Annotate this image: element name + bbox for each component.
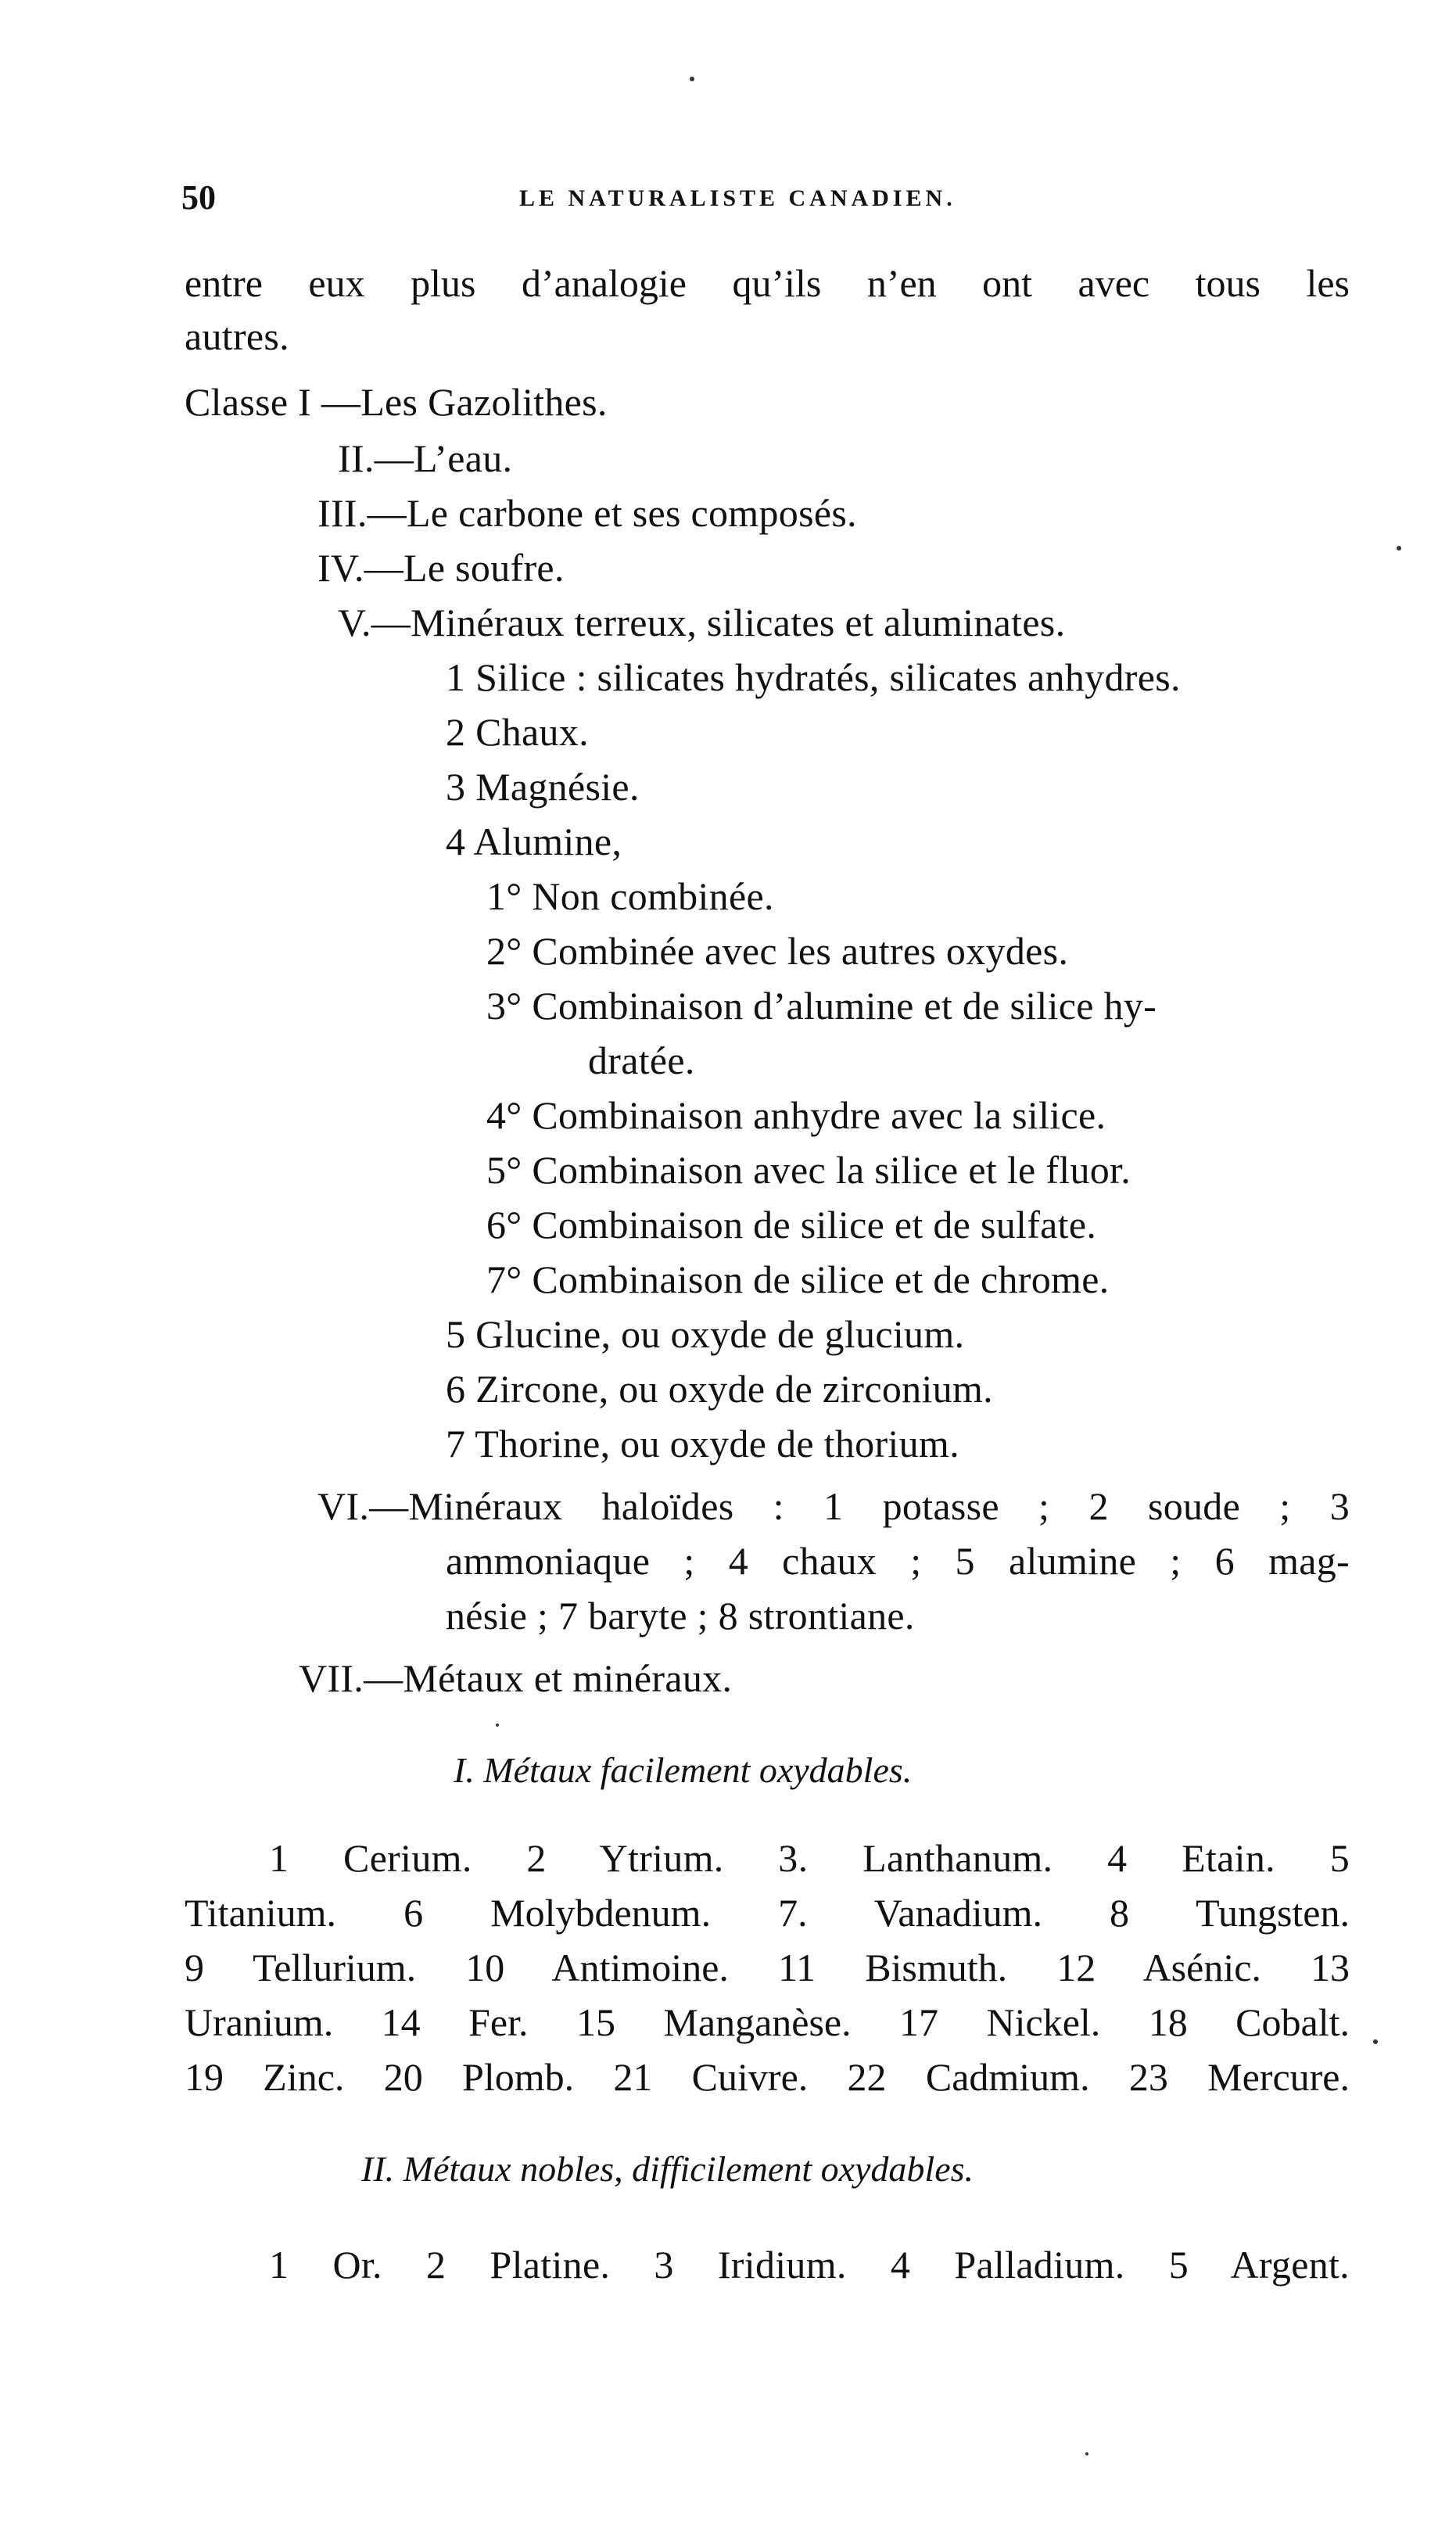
intro-line-1: entre eux plus d’analogie qu’ils n’en ont avec tous les [185,261,1350,305]
alumine-sub-4: 4° Combinaison anhydre avec la silice. [486,1093,1106,1137]
class-5-item-5: 5 Glucine, ou oxyde de glucium. [446,1312,965,1356]
paper-speck [1373,2039,1378,2044]
paper-speck [496,1724,499,1727]
class-6-line-1: VI.—Minéraux haloïdes : 1 potasse ; 2 soude ; 3 [317,1484,1350,1528]
class-5: V.—Minéraux terreux, silicates et aluminates. [338,601,1066,644]
class-2: II.—L’eau. [338,436,513,480]
class-5-item-7: 7 Thorine, ou oxyde de thorium. [446,1422,959,1465]
alumine-sub-2: 2° Combinée avec les autres oxydes. [486,929,1069,973]
intro-line-2: autres. [185,314,289,358]
class-3: III.—Le carbone et ses composés. [317,491,857,535]
section-1-line-4: Uranium. 14 Fer. 15 Manganèse. 17 Nickel. 18 Cobalt. [185,2000,1350,2044]
class-5-item-1: 1 Silice : silicates hydratés, silicates anhydres. [446,655,1181,699]
alumine-sub-3a: 3° Combinaison d’alumine et de silice hy- [486,984,1157,1028]
section-2-line-1: 1 Or. 2 Platine. 3 Iridium. 4 Palladium. 5 Argent. [269,2243,1350,2287]
class-7: VII.—Métaux et minéraux. [299,1656,733,1700]
alumine-sub-6: 6° Combinaison de silice et de sulfate. [486,1203,1097,1246]
section-1-line-2: Titanium. 6 Molybdenum. 7. Vanadium. 8 Tungsten. [185,1891,1350,1935]
paper-speck [1085,2452,1088,2455]
class-5-item-6: 6 Zircone, ou oxyde de zirconium. [446,1367,993,1411]
section-1-line-3: 9 Tellurium. 10 Antimoine. 11 Bismuth. 12 Asénic. 13 [185,1946,1350,1989]
alumine-sub-3b: dratée. [588,1038,695,1082]
section-1-line-5: 19 Zinc. 20 Plomb. 21 Cuivre. 22 Cadmium. 23 Mercure. [185,2055,1350,2099]
class-5-item-3: 3 Magnésie. [446,765,640,809]
class-6-line-2: ammoniaque ; 4 chaux ; 5 alumine ; 6 mag- [446,1539,1350,1583]
section-2-heading: II. Métaux nobles, difficilement oxydables. [361,2149,974,2189]
class-5-item-2: 2 Chaux. [446,710,589,754]
class-6-line-3: nésie ; 7 baryte ; 8 strontiane. [446,1594,915,1637]
running-title: LE NATURALISTE CANADIEN. [519,185,956,211]
alumine-sub-1: 1° Non combinée. [486,874,774,918]
paper-speck [1397,546,1401,551]
section-1-line-1: 1 Cerium. 2 Ytrium. 3. Lanthanum. 4 Etain. 5 [269,1836,1350,1880]
section-1-heading: I. Métaux facilement oxydables. [454,1750,913,1790]
class-5-item-4: 4 Alumine, [446,820,622,863]
alumine-sub-5: 5° Combinaison avec la silice et le fluor. [486,1148,1131,1192]
paper-speck [690,77,694,81]
page-number: 50 [181,178,216,217]
class-1: Classe I —Les Gazolithes. [185,380,608,424]
alumine-sub-7: 7° Combinaison de silice et de chrome. [486,1257,1110,1301]
class-4: IV.—Le soufre. [317,546,565,590]
